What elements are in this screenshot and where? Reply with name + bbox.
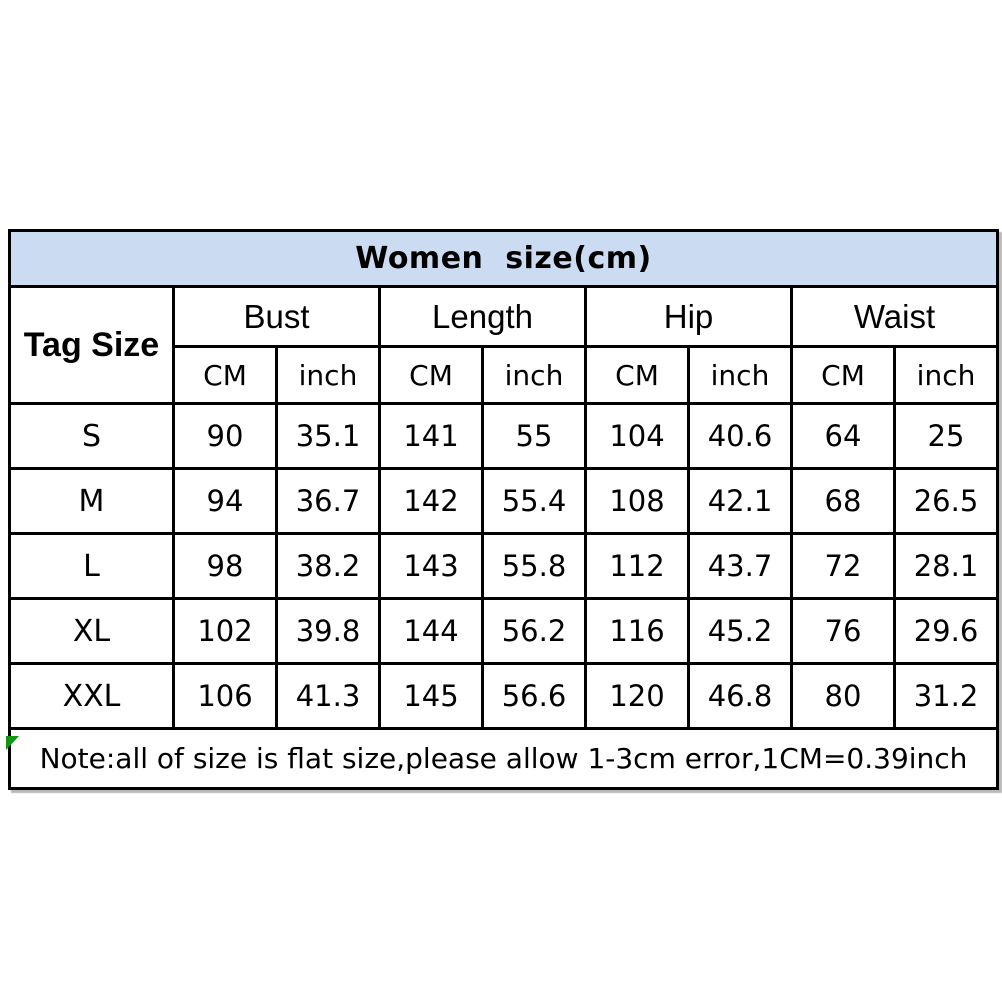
row-tag: S [10, 404, 174, 469]
note-row [10, 729, 998, 789]
cell-value: 25 [895, 404, 998, 469]
cell-value: 35.1 [277, 404, 380, 469]
cell-value: 80 [792, 664, 895, 729]
cell-value: 40.6 [689, 404, 792, 469]
cell-value: 31.2 [895, 664, 998, 729]
tag-size-header: Tag Size [10, 287, 174, 404]
cell-value: 46.8 [689, 664, 792, 729]
cell-value: 56.2 [483, 599, 586, 664]
cell-value: 68 [792, 469, 895, 534]
row-tag: M [10, 469, 174, 534]
cell-value: 90 [174, 404, 277, 469]
unit-header-bust-inch: inch [277, 347, 380, 404]
cell-value: 38.2 [277, 534, 380, 599]
cell-value: 141 [380, 404, 483, 469]
row-tag: L [10, 534, 174, 599]
table-row-m [10, 469, 998, 534]
size-chart-table [8, 229, 999, 790]
table-row-s [10, 404, 998, 469]
cell-value: 120 [586, 664, 689, 729]
row-tag: XXL [10, 664, 174, 729]
cell-value: 108 [586, 469, 689, 534]
cell-value: 102 [174, 599, 277, 664]
cell-value: 116 [586, 599, 689, 664]
unit-header-bust-cm: CM [174, 347, 277, 404]
cell-value: 94 [174, 469, 277, 534]
title-row [10, 231, 998, 287]
cell-value: 106 [174, 664, 277, 729]
cell-value: 43.7 [689, 534, 792, 599]
table-row-xxl [10, 664, 998, 729]
group-header-bust: Bust [174, 287, 380, 347]
unit-header-waist-cm: CM [792, 347, 895, 404]
cell-value: 56.6 [483, 664, 586, 729]
cell-value: 45.2 [689, 599, 792, 664]
cell-value: 41.3 [277, 664, 380, 729]
table-row-l [10, 534, 998, 599]
cell-value: 55.8 [483, 534, 586, 599]
unit-header-hip-inch: inch [689, 347, 792, 404]
cell-value: 76 [792, 599, 895, 664]
group-header-waist: Waist [792, 287, 998, 347]
cell-value: 42.1 [689, 469, 792, 534]
cell-value: 55 [483, 404, 586, 469]
green-corner-marker [6, 736, 19, 750]
cell-value: 26.5 [895, 469, 998, 534]
cell-value: 36.7 [277, 469, 380, 534]
cell-value: 145 [380, 664, 483, 729]
cell-value: 55.4 [483, 469, 586, 534]
cell-value: 104 [586, 404, 689, 469]
unit-header-length-cm: CM [380, 347, 483, 404]
cell-value: 98 [174, 534, 277, 599]
unit-header-length-inch: inch [483, 347, 586, 404]
cell-value: 143 [380, 534, 483, 599]
unit-header-waist-inch: inch [895, 347, 998, 404]
cell-value: 39.8 [277, 599, 380, 664]
row-tag: XL [10, 599, 174, 664]
table-row-xl [10, 599, 998, 664]
group-header-row [10, 287, 998, 347]
cell-value: 28.1 [895, 534, 998, 599]
cell-value: 144 [380, 599, 483, 664]
note-text: Note:all of size is flat size,please allow 1-3cm error,1CM=0.39inch [10, 729, 998, 789]
unit-header-hip-cm: CM [586, 347, 689, 404]
cell-value: 112 [586, 534, 689, 599]
cell-value: 142 [380, 469, 483, 534]
cell-value: 72 [792, 534, 895, 599]
group-header-hip: Hip [586, 287, 792, 347]
cell-value: 64 [792, 404, 895, 469]
cell-value: 29.6 [895, 599, 998, 664]
group-header-length: Length [380, 287, 586, 347]
table-title: Women size(cm) [10, 231, 998, 287]
